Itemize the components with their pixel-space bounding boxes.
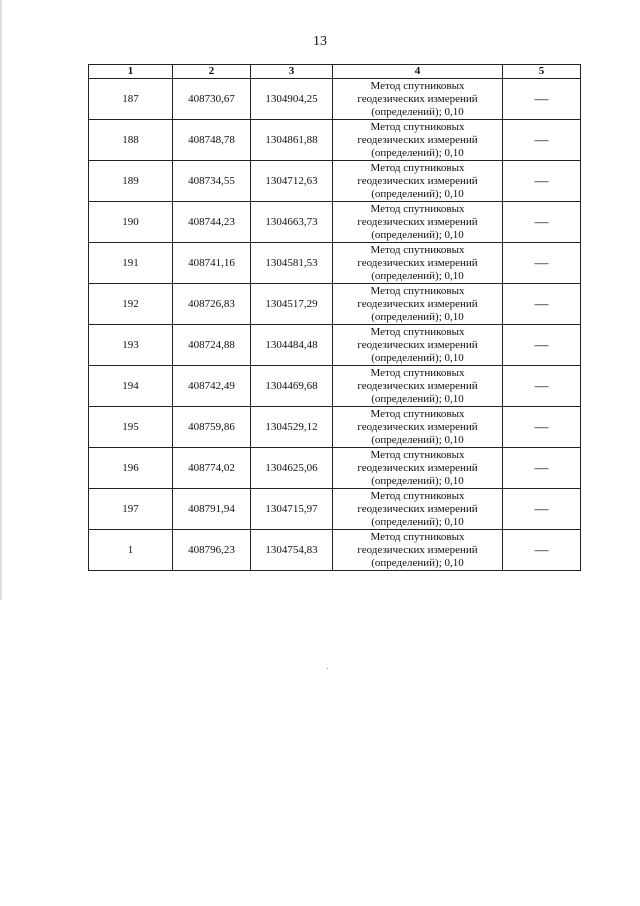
x-coordinate-cell: 408759,86 (173, 407, 251, 448)
y-coordinate-cell: 1304715,97 (251, 489, 333, 530)
x-coordinate-cell: 408734,55 (173, 161, 251, 202)
y-coordinate-cell: 1304904,25 (251, 79, 333, 120)
method-cell: Метод спутниковых геодезических измерений (определений); 0,10 (333, 161, 503, 202)
note-cell: — (503, 243, 581, 284)
note-cell: — (503, 407, 581, 448)
note-cell: — (503, 366, 581, 407)
point-number-cell: 191 (89, 243, 173, 284)
table-row (89, 489, 581, 530)
y-coordinate-cell: 1304469,68 (251, 366, 333, 407)
method-cell: Метод спутниковых геодезических измерений (определений); 0,10 (333, 120, 503, 161)
method-cell: Метод спутниковых геодезических измерений (определений); 0,10 (333, 284, 503, 325)
header-col-3: 3 (251, 65, 333, 79)
y-coordinate-cell: 1304484,48 (251, 325, 333, 366)
point-number-cell: 195 (89, 407, 173, 448)
x-coordinate-cell: 408742,49 (173, 366, 251, 407)
y-coordinate-cell: 1304861,88 (251, 120, 333, 161)
point-number-cell: 189 (89, 161, 173, 202)
y-coordinate-cell: 1304625,06 (251, 448, 333, 489)
y-coordinate-cell: 1304529,12 (251, 407, 333, 448)
note-cell: — (503, 202, 581, 243)
note-cell: — (503, 530, 581, 571)
table-row (89, 407, 581, 448)
y-coordinate-cell: 1304754,83 (251, 530, 333, 571)
note-cell: — (503, 120, 581, 161)
x-coordinate-cell: 408748,78 (173, 120, 251, 161)
page-number: 13 (313, 34, 327, 49)
method-cell: Метод спутниковых геодезических измерений (определений); 0,10 (333, 79, 503, 120)
x-coordinate-cell: 408741,16 (173, 243, 251, 284)
scan-edge-shadow (0, 0, 3, 600)
method-cell: Метод спутниковых геодезических измерений (определений); 0,10 (333, 202, 503, 243)
x-coordinate-cell: 408796,23 (173, 530, 251, 571)
table-row (89, 530, 581, 571)
x-coordinate-cell: 408774,02 (173, 448, 251, 489)
note-cell: — (503, 79, 581, 120)
table-row (89, 366, 581, 407)
method-cell: Метод спутниковых геодезических измерений (определений); 0,10 (333, 407, 503, 448)
point-number-cell: 1 (89, 530, 173, 571)
method-cell: Метод спутниковых геодезических измерений (определений); 0,10 (333, 448, 503, 489)
point-number-cell: 197 (89, 489, 173, 530)
table-row (89, 120, 581, 161)
header-col-2: 2 (173, 65, 251, 79)
point-number-cell: 196 (89, 448, 173, 489)
table-row (89, 325, 581, 366)
note-cell: — (503, 489, 581, 530)
table-header-row (89, 65, 581, 79)
x-coordinate-cell: 408791,94 (173, 489, 251, 530)
note-cell: — (503, 325, 581, 366)
header-col-5: 5 (503, 65, 581, 79)
method-cell: Метод спутниковых геодезических измерений (определений); 0,10 (333, 366, 503, 407)
method-cell: Метод спутниковых геодезических измерений (определений); 0,10 (333, 243, 503, 284)
y-coordinate-cell: 1304663,73 (251, 202, 333, 243)
point-number-cell: 193 (89, 325, 173, 366)
x-coordinate-cell: 408724,88 (173, 325, 251, 366)
table-row (89, 202, 581, 243)
table-body (89, 79, 581, 571)
coordinates-table (88, 64, 581, 571)
header-col-1: 1 (89, 65, 173, 79)
table-row (89, 243, 581, 284)
method-cell: Метод спутниковых геодезических измерений (определений); 0,10 (333, 530, 503, 571)
method-cell: Метод спутниковых геодезических измерений (определений); 0,10 (333, 325, 503, 366)
scan-speck (327, 668, 328, 669)
note-cell: — (503, 448, 581, 489)
x-coordinate-cell: 408726,83 (173, 284, 251, 325)
point-number-cell: 188 (89, 120, 173, 161)
table-row (89, 161, 581, 202)
point-number-cell: 192 (89, 284, 173, 325)
header-col-4: 4 (333, 65, 503, 79)
y-coordinate-cell: 1304581,53 (251, 243, 333, 284)
point-number-cell: 194 (89, 366, 173, 407)
table-row (89, 448, 581, 489)
x-coordinate-cell: 408730,67 (173, 79, 251, 120)
note-cell: — (503, 284, 581, 325)
table-row (89, 79, 581, 120)
note-cell: — (503, 161, 581, 202)
point-number-cell: 187 (89, 79, 173, 120)
table-row (89, 284, 581, 325)
point-number-cell: 190 (89, 202, 173, 243)
method-cell: Метод спутниковых геодезических измерений (определений); 0,10 (333, 489, 503, 530)
x-coordinate-cell: 408744,23 (173, 202, 251, 243)
y-coordinate-cell: 1304517,29 (251, 284, 333, 325)
y-coordinate-cell: 1304712,63 (251, 161, 333, 202)
